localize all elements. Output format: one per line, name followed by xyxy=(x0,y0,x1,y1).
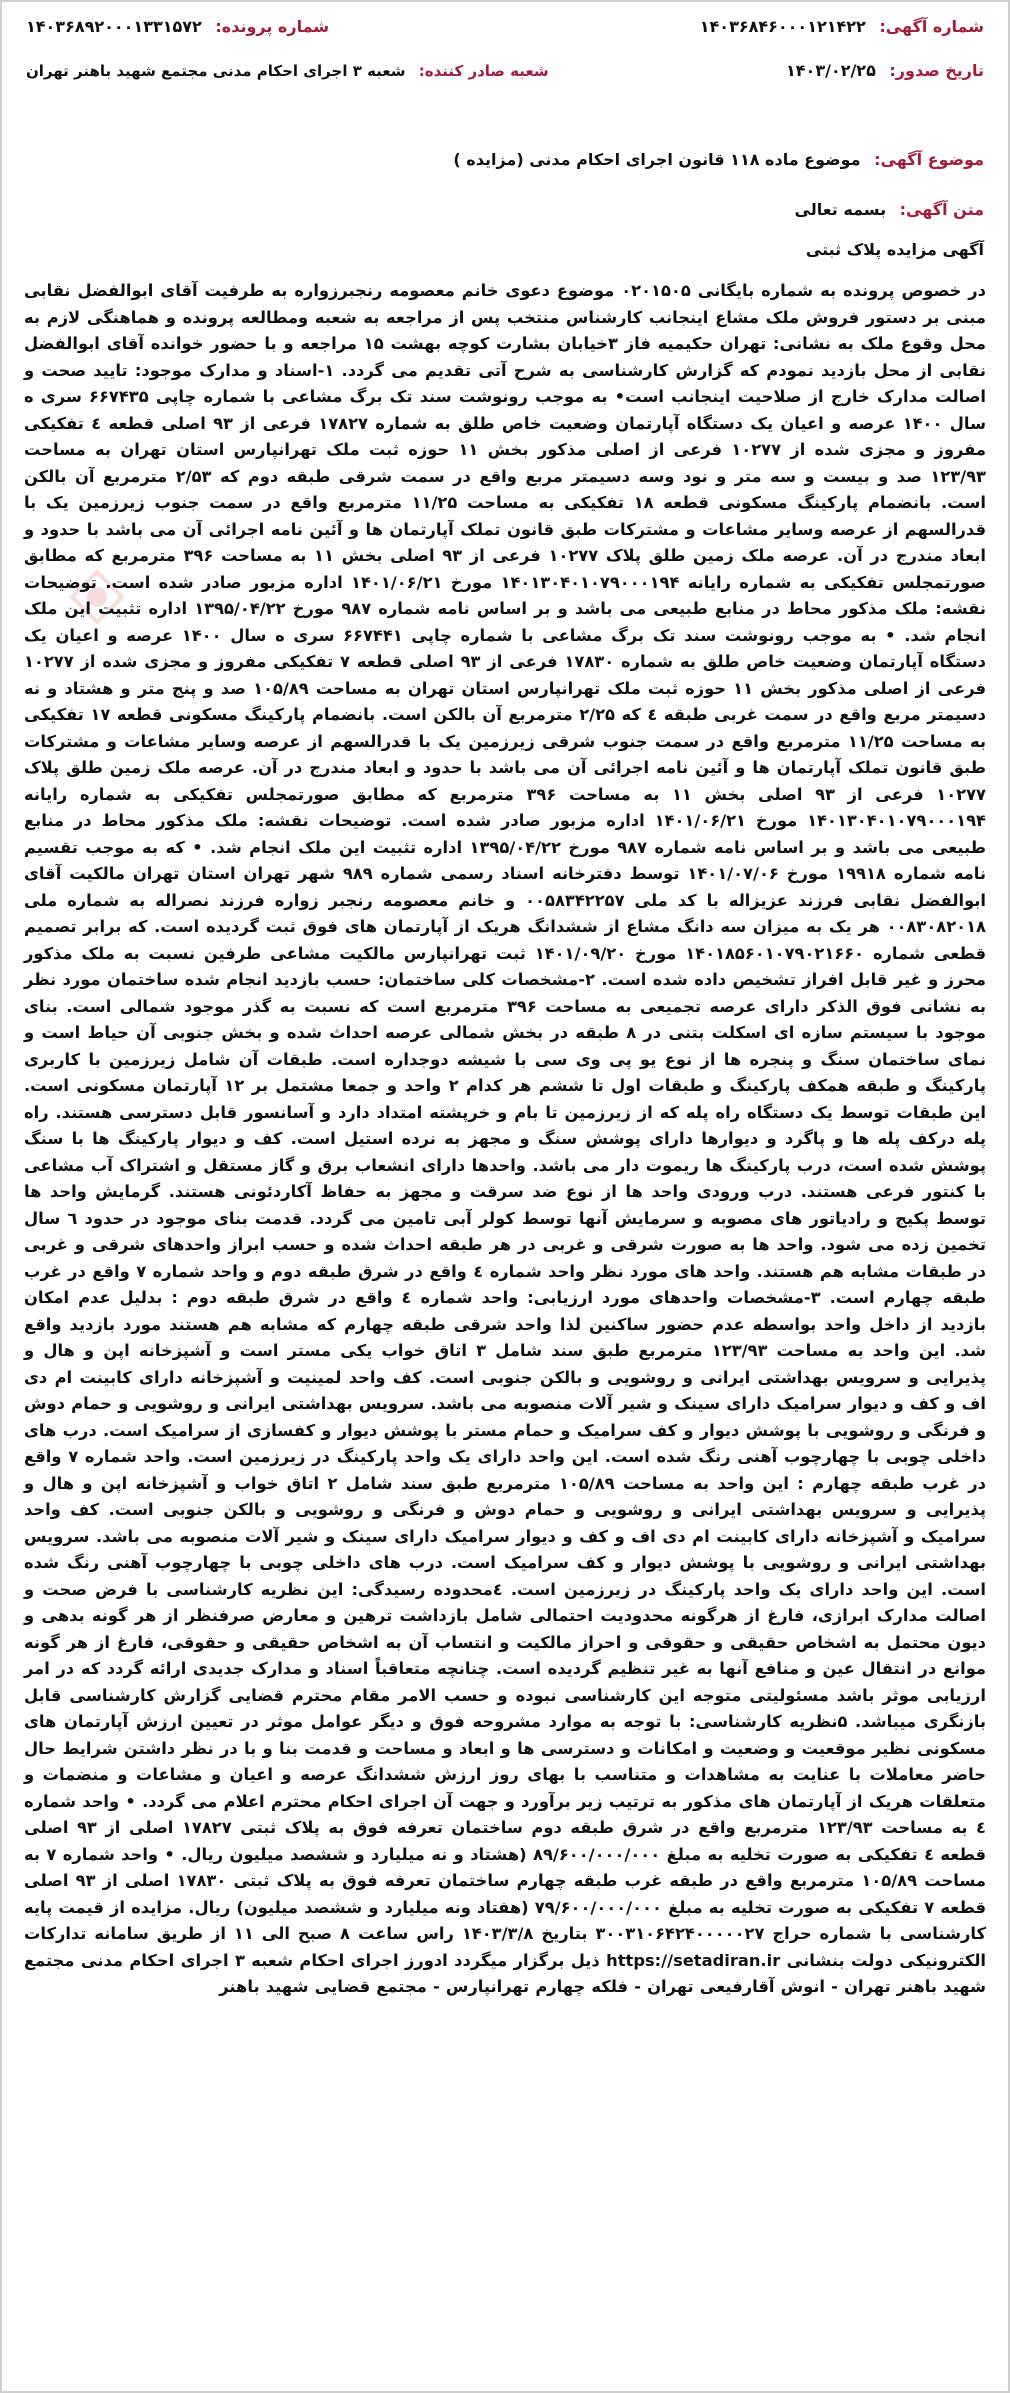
issue-date-label: تاریخ صدور: xyxy=(889,61,984,80)
case-number xyxy=(26,16,329,38)
notice-heading: آگهی مزایده پلاک ثبتی xyxy=(805,240,984,259)
case-number-label: شماره پرونده: xyxy=(215,17,330,36)
issue-date xyxy=(786,60,984,82)
subject-value: موضوع ماده ۱۱۸ قانون اجرای احکام مدنی (مزایده ) xyxy=(453,150,861,169)
issue-date-value: ۱۴۰۳/۰۲/۲۵ xyxy=(786,61,876,80)
issuer-value: شعبه ۳ اجرای احکام مدنی مجتمع شهید باهنر تهران xyxy=(26,62,406,80)
text-label-value: بسمه تعالی xyxy=(794,200,887,219)
ad-number-value: ۱۴۰۳۶۸۴۶۰۰۰۱۲۱۴۲۲ xyxy=(699,17,866,36)
issuer-label: شعبه صادر کننده: xyxy=(418,62,549,80)
ad-number-label: شماره آگهی: xyxy=(879,17,984,36)
case-number-value: ۱۴۰۳۶۸۹۲۰۰۰۱۳۳۱۵۷۲ xyxy=(26,17,202,36)
text-label-label: متن آگهی: xyxy=(899,200,984,219)
notice-body: در خصوص پرونده به شماره بایگانی ۰۲۰۱۵۰۵ موضوع دعوی خانم معصومه رنجبرزواره به طرفیت آقای ابوالفضل نقابی مبنی بر دستور فروش ملک مشاع اینجانب کارشناس منتخب پس از مراجعه به شعبه ومطالعه پرونده و هماهنگی لازم به محل وقوع ملک به نشانی: تهران حکیمیه فاز ۳خیابان بشارت کوچه بهشت ۱۵ مراجعه و با حضور خوانده آقای ابوالفضل نقابی از محل بازدید نمودم که گزارش کارشناسی به شرح آتی تقدیم می گردد. ۱-اسناد و مدارک موجود: تایید صحت و اصالت مدارک خارج از صلاحیت اینجانب است• به موجب رونوشت سند تک برگ مشاعی با شماره چاپی ۶۶۷۴۳۵ سری ه سال ۱۴۰۰ عرصه و اعیان یک دستگاه آپارتمان وضعیت خاص طلق به شماره ۱۷۸۲۷ فرعی از ۹۳ اصلی قطعه ٤ تفکیکی مفروز و مجزی شده از ۱۰۲۷۷ فرعی از اصلی مذکور بخش ۱۱ حوزه ثبت ملک تهرانپارس استان تهران به مساحت ۱۲۳/۹۳ صد و بیست و سه متر و نود وسه دسیمتر مربع واقع در سمت شرقی طبقه دوم که ۲/۵۳ مترمربع آن بالکن است. بانضمام پارکینگ مسکونی قطعه ۱۸ تفکیکی به مساحت ۱۱/۲۵ مترمربع واقع در سمت جنوب زیرزمین یک با قدرالسهم از عرصه وسایر مشاعات و مشترکات طبق قانون تملک آپارتمان ها و آئین نامه اجرائی آن می باشد با حدود و ابعاد مندرج در آن. عرصه ملک زمین طلق پلاک ۱۰۲۷۷ فرعی از ۹۳ اصلی بخش ۱۱ به مساحت ۳۹۶ مترمربع که مطابق صورتمجلس تفکیکی به شماره رایانه ۱۴۰۱۳۰۴۰۱۰۷۹۰۰۰۱۹۴ مورخ ۱۴۰۱/۰۶/۲۱ اداره مزبور صادر شده است. توضیحات نقشه: ملک مذکور محاط در منابع طبیعی می باشد و بر اساس نامه شماره ۹۸۷ مورخ ۱۳۹۵/۰۴/۲۲ اداره تثبیت این ملک انجام شد. • به موجب رونوشت سند تک برگ مشاعی با شماره چاپی ۶۶۷۴۴۱ سری ه سال ۱۴۰۰ عرصه و اعیان یک دستگاه آپارتمان وضعیت خاص طلق به شماره ۱۷۸۳۰ فرعی از ۹۳ اصلی قطعه ۷ تفکیکی مفروز و مجزی شده از ۱۰۲۷۷ فرعی از اصلی مذکور بخش ۱۱ حوزه ثبت ملک تهرانپارس استان تهران به مساحت ۱۰۵/۸۹ صد و پنج متر و هشتاد و نه دسیمتر مربع واقع در سمت غربی طبقه ٤ که ۲/۲۵ مترمربع آن بالکن است. بانضمام پارکینگ مسکونی قطعه ۱۷ تفکیکی به مساحت ۱۱/۲۵ مترمربع واقع در سمت جنوب شرقی زیرزمین یک با قدرالسهم از عرصه وسایر مشاعات و مشترکات طبق قانون تملک آپارتمان ها و آئین نامه اجرائی آن می باشد با حدود و ابعاد مندرج در آن. عرصه ملک زمین طلق پلاک ۱۰۲۷۷ فرعی از ۹۳ اصلی بخش ۱۱ به مساحت ۳۹۶ مترمربع که مطابق صورتمجلس تفکیکی به شماره رایانه ۱۴۰۱۳۰۴۰۱۰۷۹۰۰۰۱۹۴ مورخ ۱۴۰۱/۰۶/۲۱ اداره مزبور صادر شده است. توضیحات نقشه: ملک مذکور محاط در منابع طبیعی می باشد و بر اساس نامه شماره ۹۸۷ مورخ ۱۳۹۵/۰۴/۲۲ اداره تثبیت این ملک انجام شد. • که به موجب تقسیم نامه شماره ۱۹۹۱۸ مورخ ۱۴۰۱/۰۷/۰۶ توسط دفترخانه اسناد رسمی شماره ۹۸۹ شهر تهران استان تهران مالکیت آقای ابوالفضل نقابی فرزند عزیزاله با کد ملی ۰۰۵۸۳۴۲۲۵۷ و خانم معصومه رنجبر زواره فرزند نصراله به شماره ملی ۰۰۸۳۰۸۲۰۱۸ هر یک به میزان سه دانگ مشاع از ششدانگ هریک از آپارتمان های فوق ثبت گردیده است. که برابر تصمیم قطعی شماره ۱۴۰۱۸۵۶۰۱۰۷۹۰۲۱۶۶۰ مورخ ۱۴۰۱/۰۹/۲۰ ثبت تهرانپارس مالکیت مشاعی طرفین نسبت به ملک مذکور محرز و غیر قابل افراز تشخیص داده شده است. ۲-مشخصات کلی ساختمان: حسب بازدید انجام شده ساختمان مورد نظر به نشانی فوق الذکر دارای عرصه تجمیعی به مساحت ۳۹۶ مترمربع است که نسبت به گذر موجود شمالی است. بنای موجود با سیستم سازه ای اسکلت بتنی در ۸ طبقه در بخش شمالی عرصه احداث شده و بخش جنوبی آن حیاط است و نمای ساختمان سنگ و پنجره ها از نوع یو پی وی سی با شیشه دوجداره است. طبقات آن شامل زیرزمین با کاربری پارکینگ و طبقه همکف پارکینگ و طبقات اول تا ششم هر کدام ۲ واحد و جمعا مشتمل بر ۱۲ آپارتمان مسکونی است. این طبقات توسط یک دستگاه راه پله که از زیرزمین تا بام و خرپشته امتداد دارد و آسانسور قابل دسترسی هستند. راه پله درکف پله ها و پاگرد و دیوارها دارای پوشش سنگ و مجهز به نرده استیل است. کف و دیوار پارکینگ ها با سنگ پوشش شده است، درب پارکینگ ها ریموت دار می باشد. واحدها دارای انشعاب برق و گاز مستقل و اشتراک آب مشاعی با کنتور فرعی هستند. درب ورودی واحد ها از نوع ضد سرقت و مجهز به حفاظ آکاردئونی هستند. گرمایش واحد ها توسط پکیج و رادیاتور های مصوبه و سرمایش آنها توسط کولر آبی تامین می گردد. قدمت بنای موجود در حدود ٦ سال تخمین زده می شود. واحد ها به صورت شرقی و غربی در هر طبقه احداث شده و حسب ابراز واحدهای شرقی و غربی در طبقات مشابه هم هستند. واحد های مورد نظر واحد شماره ٤ واقع در شرق طبقه دوم و واحد شماره ۷ واقع در غرب طبقه چهارم است. ۳-مشخصات واحدهای مورد ارزیابی: واحد شماره ٤ واقع در شرق طبقه دوم : بدلیل عدم امکان بازدید از داخل واحد بواسطه عدم حضور ساکنین لذا واحد شرقی طبقه چهارم که مشابه هم هستند مورد بازدید واقع شد. این واحد به مساحت ۱۲۳/۹۳ مترمربع طبق سند شامل ۳ اتاق خواب یکی مستر است و آشپزخانه اپن و هال و پذیرایی و سرویس بهداشتی ایرانی و روشویی و بالکن جنوبی است. کف واحد لمینیت و آشپزخانه دارای کابینت ام دی اف و کف و دیوار سرامیک دارای سینک و شیر آلات منصوبه می باشد. سرویس بهداشتی ایرانی و روشویی و حمام دوش و فرنگی و روشویی با پوشش دیوار و کف سرامیک و حمام مستر با پوشش دیوار و کفسازی از سرامیک است. درب های داخلی چوبی با چهارچوب آهنی رنگ شده است. این واحد دارای یک واحد پارکینگ در زیرزمین است. واحد شماره ۷ واقع در غرب طبقه چهارم : این واحد به مساحت ۱۰۵/۸۹ مترمربع طبق سند شامل ۲ اتاق خواب و آشپزخانه اپن و هال و پذیرایی و سرویس بهداشتی ایرانی و روشویی و حمام دوش و فرنگی و روشویی و بالکن جنوبی است. کف واحد سرامیک و آشپزخانه دارای کابینت ام دی اف و کف و دیوار سرامیک دارای سینک و شیر آلات منصوبه می باشد. سرویس بهداشتی ایرانی و روشویی با پوشش دیوار و کف سرامیک است. درب های داخلی چوبی با چهارچوب آهنی رنگ شده است. این واحد دارای یک واحد پارکینگ در زیرزمین است. ٤محدوده رسیدگی: این نظریه کارشناسی با فرض صحت و اصالت مدارک ابرازی، فارغ از هرگونه محدودیت احتمالی شامل بازداشت ترهین و معارض صرفنظر از هر گونه بدهی و دیون محتمل به اشخاص حقیقی و حقوقی و احراز مالکیت و انتساب آن به اشخاص حقیقی و حقوقی، فارغ از هر گونه موانع در انتقال عین و منافع آنها به غیر تنظیم گردیده است. چنانچه متعاقباً اسناد و مدارک جدیدی ارائه گردد که در امر ارزیابی موثر باشد مسئولیتی متوجه این کارشناسی نبوده و حسب الامر مقام محترم قضایی گزارش کارشناسی قابل بازنگری میباشد. ۵نظریه کارشناسی: با توجه به موارد مشروحه فوق و دیگر عوامل موثر در تعیین ارزش آپارتمان های مسکونی نظیر موقعیت و وضعیت و امکانات و دسترسی ها و ابعاد و مساحت و قدمت بنا و با در نظر داشتن شرایط حال حاضر معاملات با عنایت به مشاهدات و متناسب با بهای روز ارزش ششدانگ عرصه و اعیان و مشاعات و منضمات و متعلقات هریک از آپارتمان های مذکور به ترتیب زیر برآورد و جهت آن اجرای احکام محترم اعلام می گردد. • واحد شماره ٤ به مساحت ۱۲۳/۹۳ مترمربع واقع در شرق طبقه دوم ساختمان تعرفه فوق به پلاک ثبتی ۱۷۸۲۷ اصلی از ۹۳ اصلی قطعه ٤ تفکیکی به صورت تخلیه به مبلغ ۸۹/۶۰۰/۰۰۰/۰۰۰ (هشتاد و نه میلیارد و ششصد میلیون ریال. • واحد شماره ۷ به مساحت ۱۰۵/۸۹ مترمربع واقع در طبقه غرب طبقه چهارم ساختمان تعرفه فوق به پلاک ثبتی ۱۷۸۳۰ اصلی از ۹۳ اصلی قطعه ۷ تفکیکی به صورت تخلیه به مبلغ ۷۹/۶۰۰/۰۰۰/۰۰۰ (هفتاد ونه میلیارد و ششصد میلیون) ریال. مزایده از قیمت پایه کارشناسی با شماره حراج ۳۰۰۳۱۰۶۴۲۴۰۰۰۰۰۲۷ بتاریخ ۱۴۰۳/۳/۸ راس ساعت ۸ صبح الی ۱۱ از طریق سامانه تدارکات الکترونیکی دولت بنشانی https://setadiran.ir ذیل برگزار میگردد ادورز اجرای احکام شعبه ۳ اجرای احکام مدنی مجتمع شهید باهنر تهران - انوش آقارفیعی تهران - فلکه چهارم تهرانپارس - مجتمع قضایی شهید باهنر xyxy=(24,281,987,1996)
subject xyxy=(453,150,984,169)
issuer xyxy=(26,60,549,82)
text-label xyxy=(795,200,984,219)
subject-label: موضوع آگهی: xyxy=(874,150,984,169)
ad-number xyxy=(700,16,984,38)
